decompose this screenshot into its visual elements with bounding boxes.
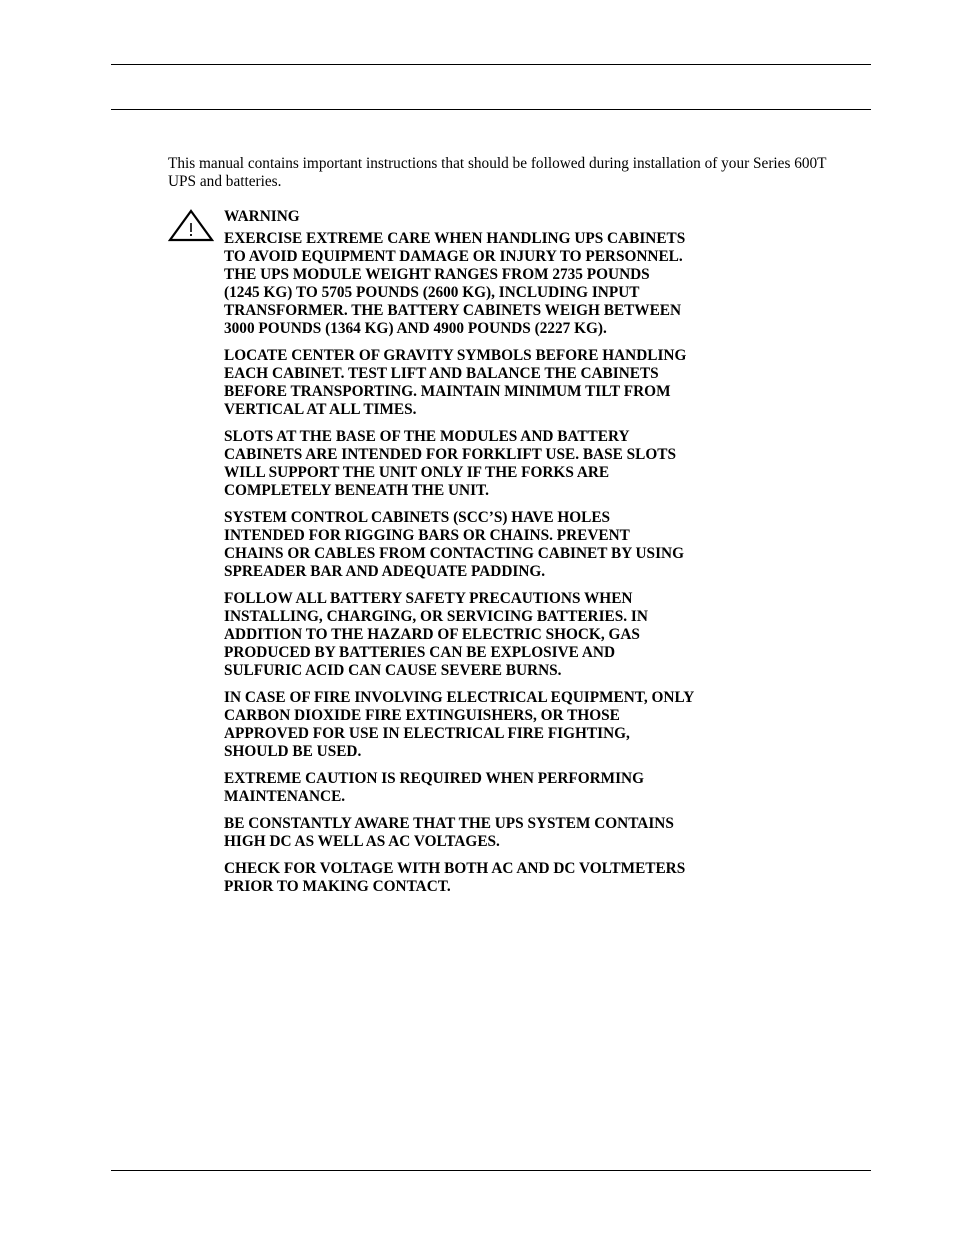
warning-title: WARNING <box>224 208 300 225</box>
warning-paragraph-maintenance: EXTREME CAUTION IS REQUIRED WHEN PERFORMING MAINTENANCE. <box>224 770 644 805</box>
intro-paragraph: This manual contains important instructions that should be followed during installation of your Series 600T UPS and batteries. <box>168 155 827 190</box>
header-rule-top <box>111 64 871 65</box>
warning-paragraph-rigging: SYSTEM CONTROL CABINETS (SCC’S) HAVE HOLES INTENDED FOR RIGGING BARS OR CHAINS. PREVENT CHAINS OR CABLES FROM CONTACTING CABINET BY USING SPREADER BAR AND ADEQUATE PADDING. <box>224 509 684 580</box>
warning-paragraph-voltages: BE CONSTANTLY AWARE THAT THE UPS SYSTEM CONTAINS HIGH DC AS WELL AS AC VOLTAGES. <box>224 815 674 850</box>
warning-paragraph-fire: IN CASE OF FIRE INVOLVING ELECTRICAL EQUIPMENT, ONLY CARBON DIOXIDE FIRE EXTINGUISHERS, OR THOSE APPROVED FOR USE IN ELECTRICAL FIRE FIGHTING, SHOULD BE USED. <box>224 689 695 760</box>
warning-paragraph-battery-safety: FOLLOW ALL BATTERY SAFETY PRECAUTIONS WHEN INSTALLING, CHARGING, OR SERVICING BATTERIES. IN ADDITION TO THE HAZARD OF ELECTRIC SHOCK, GAS PRODUCED BY BATTERIES CAN BE EXPLOSIVE AND SULFURIC ACID CAN CAUSE SEVERE BURNS. <box>224 590 648 679</box>
warning-block <box>224 208 784 905</box>
footer-rule <box>111 1170 871 1171</box>
caution-triangle-icon <box>168 209 214 242</box>
warning-paragraph-voltmeters: CHECK FOR VOLTAGE WITH BOTH AC AND DC VOLTMETERS PRIOR TO MAKING CONTACT. <box>224 860 686 895</box>
warning-paragraph-handling: EXERCISE EXTREME CARE WHEN HANDLING UPS CABINETS TO AVOID EQUIPMENT DAMAGE OR INJURY TO PERSONNEL. THE UPS MODULE WEIGHT RANGES FROM 2735 POUNDS (1245 KG) TO 5705 POUNDS (2600 KG), INCLUDING INPUT TRANSFORMER. THE BATTERY CABINETS WEIGH BETWEEN 3000 POUNDS (1364 KG) AND 4900 POUNDS (2227 KG). <box>224 230 686 337</box>
header-rule-bottom <box>111 109 871 110</box>
warning-paragraph-forklift-slots: SLOTS AT THE BASE OF THE MODULES AND BATTERY CABINETS ARE INTENDED FOR FORKLIFT USE. BASE SLOTS WILL SUPPORT THE UNIT ONLY IF THE FORKS ARE COMPLETELY BENEATH THE UNIT. <box>224 428 676 499</box>
warning-paragraph-center-of-gravity: LOCATE CENTER OF GRAVITY SYMBOLS BEFORE HANDLING EACH CABINET. TEST LIFT AND BALANCE THE CABINETS BEFORE TRANSPORTING. MAINTAIN MINIMUM TILT FROM VERTICAL AT ALL TIMES. <box>224 347 687 418</box>
